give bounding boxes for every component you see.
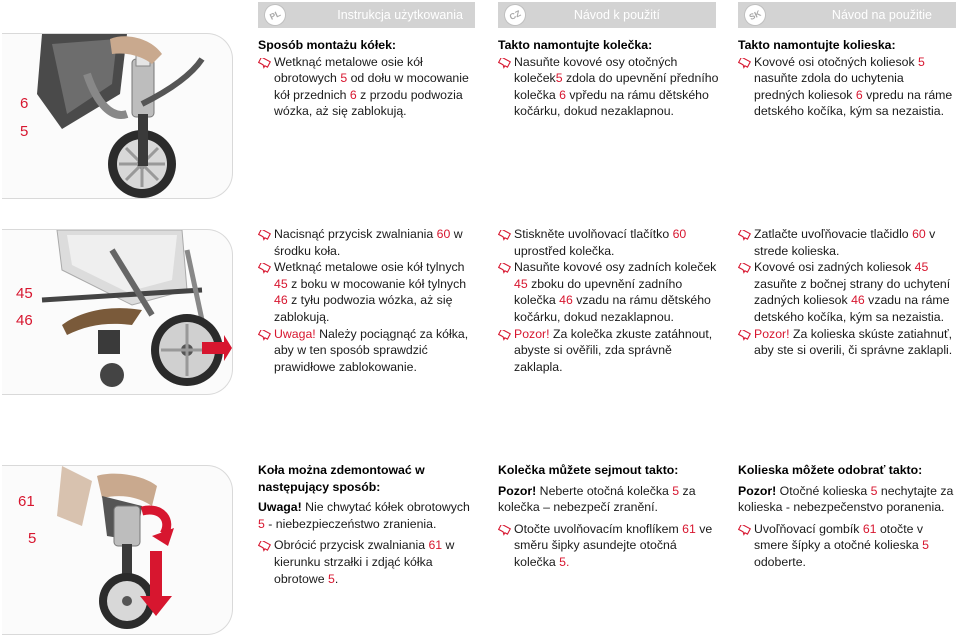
text-segment: 61 bbox=[682, 521, 696, 536]
text-segment: uprostřed kolečka. bbox=[514, 243, 615, 258]
text-segment: 46 bbox=[274, 293, 288, 308]
arrow-bullet-icon bbox=[498, 525, 511, 537]
text-segment: 5 bbox=[258, 516, 265, 531]
text-segment: 45 bbox=[274, 276, 288, 291]
front-wheel-illustration bbox=[2, 34, 232, 198]
row2-sk-bullet-1 bbox=[738, 226, 956, 259]
text-segment: 46 bbox=[559, 293, 573, 308]
figure-label-46: 46 bbox=[16, 312, 33, 329]
text-segment: vzadu na rámu dětského kočárku, dokud nezaklapnou. bbox=[514, 293, 711, 324]
text-segment: Nasuňte kovové osy otočných koleček bbox=[514, 54, 678, 86]
text-segment: 5 bbox=[328, 571, 335, 586]
text-segment: Za kolečka zkuste zatáhnout, abyste si ověřili, zda správně zaklapla. bbox=[514, 326, 713, 374]
arrow-bullet-icon bbox=[738, 330, 751, 342]
text-segment: Nasuňte kovové osy zadních koleček bbox=[514, 260, 717, 275]
text-segment: 6 bbox=[559, 87, 566, 102]
header-title-pl: Instrukcja użytkowania bbox=[337, 8, 463, 22]
row1-pl bbox=[258, 37, 476, 120]
text-segment: nasuňte zdola do uchytenia predných koliesok bbox=[754, 71, 904, 102]
arrow-bullet-icon bbox=[738, 230, 751, 242]
arrow-bullet-icon bbox=[498, 58, 511, 70]
text-segment: 5. bbox=[559, 554, 570, 569]
row1-pl-heading: Sposób montażu kółek: bbox=[258, 38, 397, 52]
text-segment: Kovové osi otočných koliesok bbox=[754, 54, 919, 69]
text-segment: zboku do upevnění zadního kolečka bbox=[514, 276, 683, 308]
arrow-bullet-icon bbox=[498, 230, 511, 242]
text-segment: 61 bbox=[428, 538, 443, 553]
text-segment: 5 bbox=[672, 483, 680, 498]
text-segment: Wetknąć metalowe osie kół tylnych bbox=[274, 260, 465, 275]
header-cz bbox=[498, 2, 716, 28]
text-segment: Pozor! bbox=[754, 326, 790, 341]
text-segment: otočte v smere šípky a otočné kolieska bbox=[754, 521, 924, 553]
text-segment: - niebezpieczeństwo zranienia. bbox=[264, 516, 437, 531]
text-segment: w środku koła. bbox=[274, 227, 463, 258]
text-segment: odoberte. bbox=[754, 554, 806, 569]
row3-pl-warning bbox=[258, 499, 476, 532]
arrow-bullet-icon bbox=[498, 330, 511, 342]
text-segment: ve směru šipky asundejte otočná kolečka bbox=[514, 521, 713, 569]
row2-cz-bullet-3 bbox=[498, 326, 720, 376]
arrow-bullet-icon bbox=[258, 263, 271, 275]
text-segment: za kolečka – nebezpečí zranění. bbox=[498, 483, 696, 515]
text-segment: 60 bbox=[912, 227, 926, 241]
text-segment: 5 bbox=[555, 71, 563, 86]
text-segment: Pozor! bbox=[498, 483, 537, 498]
text-segment: 6 bbox=[349, 87, 357, 102]
text-segment: Neberte otočná kolečka bbox=[536, 483, 673, 498]
row3-cz bbox=[498, 462, 720, 571]
text-segment: Należy pociągnąć za kółka, aby w ten sposób sprawdzić prawidłowe zablokowanie. bbox=[274, 326, 469, 374]
row1-sk bbox=[738, 37, 956, 120]
text-segment: vpředu na rámu dětského kočárku, dokud nezaklapnou. bbox=[514, 87, 709, 119]
text-segment: Uwaga! bbox=[258, 500, 302, 515]
wheel-removal-illustration bbox=[2, 466, 232, 634]
row3-cz-heading: Kolečka můžete sejmout takto: bbox=[498, 463, 679, 477]
arrow-bullet-icon bbox=[738, 263, 751, 275]
text-segment: 5 bbox=[340, 71, 348, 86]
figure-label-5b: 5 bbox=[28, 530, 37, 547]
header-pl bbox=[258, 2, 475, 28]
figure-label-6: 6 bbox=[20, 95, 29, 112]
arrow-bullet-icon bbox=[258, 58, 271, 70]
row1-cz-bullet bbox=[498, 54, 720, 120]
row2-pl-bullet-2 bbox=[258, 259, 476, 325]
text-segment: 60 bbox=[672, 227, 687, 241]
text-segment: vpredu na ráme detského kočíka, kým sa nezaistia. bbox=[754, 87, 953, 119]
row3-cz-bullet bbox=[498, 521, 720, 571]
text-segment: zasuňte z bočnej strany do uchytení zadných koliesok bbox=[754, 276, 951, 308]
text-segment: Otočné kolieska bbox=[776, 483, 871, 498]
text-segment: z boku w mocowanie kół tylnych bbox=[287, 276, 467, 291]
text-segment: Nacisnąć przycisk zwalniania bbox=[274, 227, 437, 241]
row3-sk-warning bbox=[738, 483, 956, 516]
figure-label-45: 45 bbox=[16, 285, 33, 302]
text-segment: . bbox=[334, 571, 339, 586]
text-segment: Pozor! bbox=[738, 483, 777, 498]
arrow-bullet-icon bbox=[738, 58, 751, 70]
text-segment: 6 bbox=[855, 87, 863, 102]
row2-cz bbox=[498, 226, 720, 375]
row1-sk-heading: Takto namontujte kolieska: bbox=[738, 38, 896, 52]
text-segment: od dołu w mocowanie kół przednich bbox=[274, 71, 469, 102]
text-segment: 45 bbox=[914, 260, 929, 275]
figure-label-61: 61 bbox=[18, 493, 35, 510]
header-title-cz: Návod k použití bbox=[573, 8, 660, 22]
row2-pl-bullet-3 bbox=[258, 326, 476, 376]
row2-pl-bullet-1 bbox=[258, 226, 476, 259]
text-segment: Obrócić przycisk zwalniania bbox=[274, 538, 429, 553]
text-segment: zdola do upevnění předního kolečka bbox=[514, 71, 719, 102]
rear-wheel-illustration bbox=[2, 230, 232, 394]
figure-label-5: 5 bbox=[20, 123, 29, 140]
text-segment: 5 bbox=[922, 538, 929, 553]
language-badge-cz: CZ bbox=[500, 0, 529, 29]
arrow-bullet-icon bbox=[258, 330, 271, 342]
text-segment: z tyłu podwozia wózka, aż się zablokują. bbox=[274, 293, 453, 324]
text-segment: Za kolieska skúste zatiahnuť, aby ste si overili, či správne zaklapli. bbox=[754, 326, 953, 358]
row3-pl bbox=[258, 462, 476, 587]
row1-pl-bullet bbox=[258, 54, 476, 120]
row2-cz-bullet-2 bbox=[498, 259, 720, 325]
figure-rear-wheel-mount bbox=[2, 229, 233, 395]
row3-sk-heading: Kolieska môžete odobrať takto: bbox=[738, 463, 923, 477]
text-segment: w kierunku strzałki i zdjąć kółka obrotowe bbox=[274, 538, 455, 586]
text-segment: Pozor! bbox=[514, 326, 550, 341]
row3-pl-bullet bbox=[258, 537, 476, 587]
row3-pl-heading: Koła można zdemontować w następujący sposób: bbox=[258, 463, 425, 494]
header-title-sk: Návod na použitie bbox=[831, 8, 932, 22]
language-badge-sk: SK bbox=[740, 0, 769, 29]
row2-cz-bullet-1 bbox=[498, 226, 720, 259]
row3-sk bbox=[738, 462, 956, 571]
text-segment: 46 bbox=[851, 293, 865, 308]
text-segment: 5 bbox=[870, 483, 878, 498]
text-segment: nechytajte za kolieska - nebezpečenstvo poranenia. bbox=[738, 483, 954, 515]
row1-sk-bullet bbox=[738, 54, 956, 120]
language-badge-pl: PL bbox=[260, 0, 289, 29]
figure-front-wheel-mount bbox=[2, 33, 233, 199]
arrow-bullet-icon bbox=[258, 230, 271, 242]
text-segment: Wetknąć metalowe osie kół obrotowych bbox=[274, 54, 423, 86]
text-segment: 45 bbox=[514, 276, 528, 291]
text-segment: Otočte uvolňovacím knoflíkem bbox=[514, 521, 683, 536]
text-segment: 61 bbox=[862, 521, 877, 536]
row2-sk bbox=[738, 226, 956, 359]
header-sk bbox=[738, 2, 956, 28]
arrow-bullet-icon bbox=[258, 541, 271, 553]
text-segment: vzadu na ráme detského kočíka, kým sa nezaistia. bbox=[754, 293, 950, 324]
row1-cz bbox=[498, 37, 720, 120]
row3-cz-warning bbox=[498, 483, 720, 516]
text-segment: Kovové osi zadných koliesok bbox=[754, 260, 915, 275]
row2-sk-bullet-2 bbox=[738, 259, 956, 325]
arrow-bullet-icon bbox=[738, 525, 751, 537]
text-segment: Nie chwytać kółek obrotowych bbox=[301, 500, 470, 515]
text-segment: v strede kolieska. bbox=[754, 227, 936, 258]
row3-sk-bullet bbox=[738, 521, 956, 571]
row2-sk-bullet-3 bbox=[738, 326, 956, 359]
rotate-arrow-icon bbox=[142, 510, 167, 534]
row2-pl bbox=[258, 226, 476, 375]
text-segment: z przodu podwozia wózka, aż się zablokują. bbox=[274, 87, 463, 119]
text-segment: Stiskněte uvolňovací tlačítko bbox=[514, 227, 673, 241]
arrow-bullet-icon bbox=[498, 263, 511, 275]
text-segment: 5 bbox=[918, 54, 925, 69]
row1-cz-heading: Takto namontujte kolečka: bbox=[498, 38, 653, 52]
text-segment: Zatlačte uvoľňovacie tlačidlo bbox=[754, 227, 913, 241]
text-segment: Uwaga! bbox=[274, 326, 316, 341]
text-segment: Uvoľňovací gombík bbox=[754, 521, 863, 536]
text-segment: 60 bbox=[436, 227, 451, 241]
figure-wheel-removal bbox=[2, 465, 233, 635]
